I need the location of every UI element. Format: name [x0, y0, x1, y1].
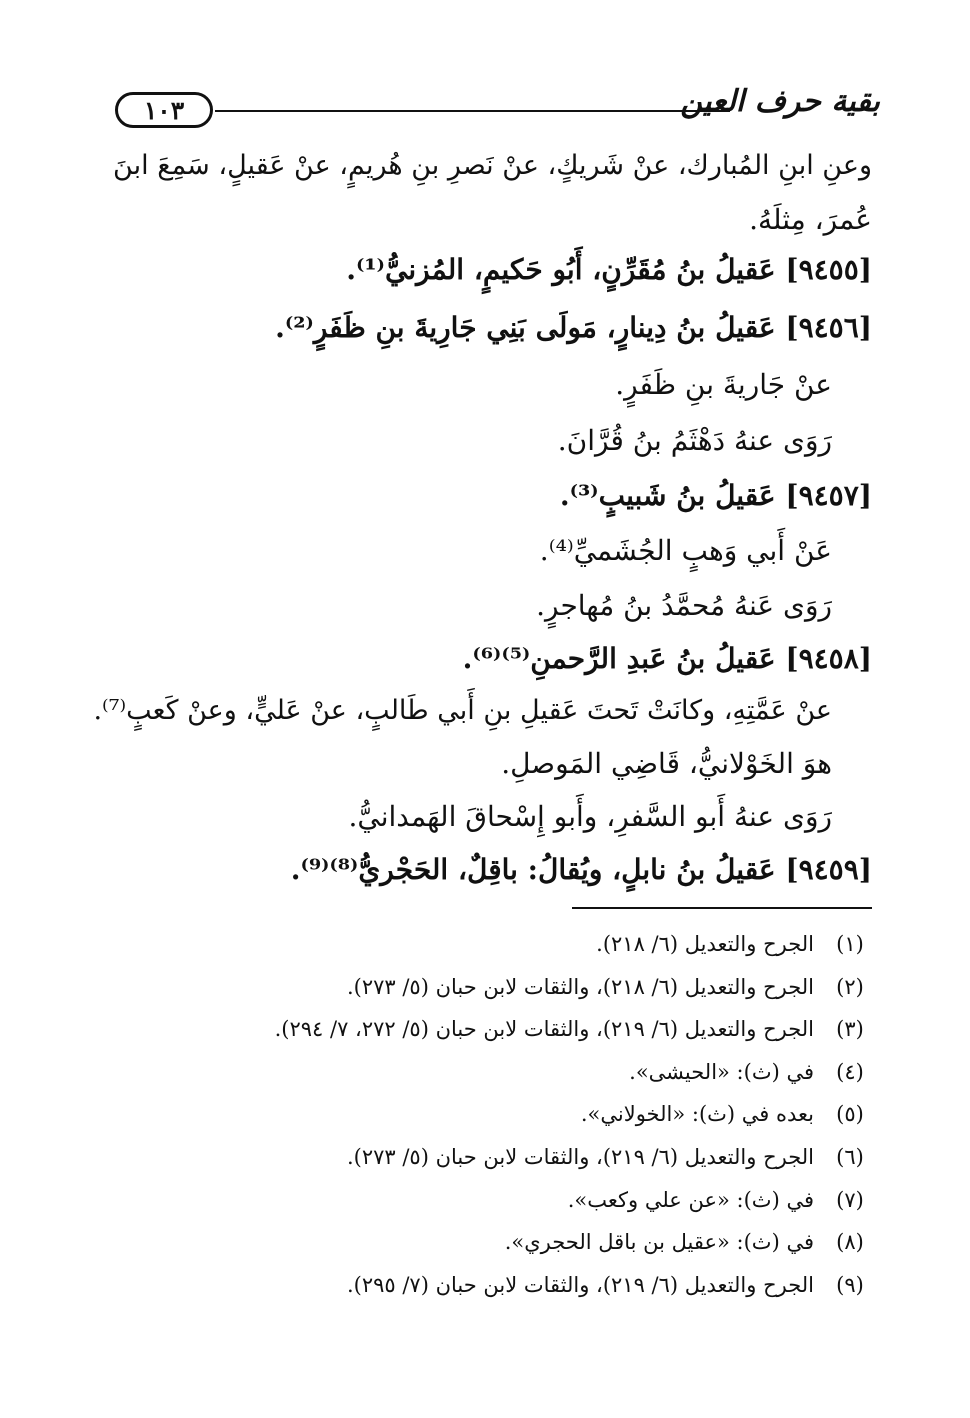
entry-9458: [٩٤٥٨] عَقيلُ بنُ عَبدِ الرَّحمنِ⁽⁵⁾⁽⁶⁾.	[462, 642, 872, 675]
entry-9456-from: عنْ جَاريةَ بنِ ظَفَرٍ.	[615, 368, 832, 401]
footnote-number: (٧)	[836, 1187, 864, 1212]
footnote-8	[92, 1230, 872, 1273]
footnote-text: بعده في (ث): «الخولاني».	[580, 1102, 814, 1127]
footnote-text: الجرح والتعديل (٦/ ٢١٨).	[596, 932, 814, 956]
body-line-1: وعنِ ابنِ المُبارك، عنْ شَريكٍ، عنْ نَصرِ بنِ هُريمٍ، عنْ عَقيلٍ، سَمِعَ ابنَ	[113, 150, 872, 181]
footnote-text: الجرح والتعديل (٦/ ٢١٨)، والثقات لابن حبان (٥/ ٢٧٣).	[346, 974, 814, 999]
footnote-number: (٨)	[836, 1230, 864, 1255]
footnote-number: (٩)	[836, 1272, 864, 1297]
footnote-number: (٤)	[836, 1059, 864, 1084]
entry-9459: [٩٤٥٩] عَقيلُ بنُ نابلٍ، ويُقالُ: باقِلٌ، الحَجْريُّ⁽⁸⁾⁽⁹⁾.	[290, 853, 872, 886]
footnote-1	[92, 932, 872, 975]
page-header	[115, 84, 880, 134]
body-line-2: عُمرَ، مِثلَهُ.	[749, 203, 872, 236]
footnote-text: في (ث): «عن علي وكعب».	[567, 1187, 814, 1212]
footnote-number: (٦)	[836, 1144, 864, 1169]
entry-9457-from: عَنْ أَبي وَهبٍ الجُشَميِّ⁽⁴⁾.	[539, 534, 832, 567]
footnote-9	[92, 1273, 872, 1316]
page-number: ١٠٣	[115, 92, 213, 128]
entry-9458-identity: هوَ الخَوْلانيُّ، قَاضِي المَوصلِ.	[501, 747, 832, 780]
footnote-number: (١)	[836, 932, 864, 956]
entry-9458-from: عنْ عَمَّتِهِ، وكانَتْ تَحتَ عَقيلِ بنِ أَبي طَالبٍ، عنْ عَليٍّ، وعنْ كَعبٍ⁽⁷⁾.	[93, 695, 832, 726]
footnote-6	[92, 1145, 872, 1188]
entry-9456-narrator: رَوَى عنهُ دَهْثَمُ بنُ قُرَّانَ.	[557, 424, 832, 457]
entry-9458-narrators: رَوَى عنهُ أَبو السَّفرِ، وأَبو إِسْحاقَ الهَمدانيُّ.	[348, 800, 832, 833]
entry-9457-narrator: رَوَى عَنهُ مُحمَّدُ بنُ مُهاجرٍ.	[536, 589, 832, 622]
footnotes	[92, 932, 872, 1315]
footnote-text: الجرح والتعديل (٦/ ٢١٩)، والثقات لابن حبان (٥/ ٢٧٣).	[346, 1144, 814, 1169]
footnote-5	[92, 1102, 872, 1145]
footnote-number: (٢)	[836, 974, 864, 999]
footnote-text: في (ث): «عقيل بن باقل الحجري».	[504, 1230, 814, 1255]
footnote-text: الجرح والتعديل (٦/ ٢١٩)، والثقات لابن حبان (٥/ ٢٧٢، ٧/ ٢٩٤).	[274, 1017, 814, 1042]
footnote-number: (٥)	[836, 1102, 864, 1127]
footnote-4	[92, 1060, 872, 1103]
entry-9456: [٩٤٥٦] عَقيلُ بنُ دِينارٍ، مَولَى بَنِي جَارِيةَ بنِ ظَفَرٍ⁽²⁾.	[275, 311, 872, 344]
footnote-text: الجرح والتعديل (٦/ ٢١٩)، والثقات لابن حبان (٧/ ٢٩٥).	[346, 1272, 814, 1297]
header-rule	[215, 110, 730, 112]
footnote-3	[92, 1017, 872, 1060]
footnote-separator	[572, 907, 872, 909]
footnote-text: في (ث): «الحيشى».	[629, 1059, 814, 1084]
running-head: بقية حرف العين	[680, 84, 880, 119]
footnote-2	[92, 975, 872, 1018]
entry-9457: [٩٤٥٧] عَقيلُ بنُ شَبيبٍ⁽³⁾.	[559, 479, 872, 512]
entry-9455: [٩٤٥٥] عَقيلُ بنُ مُقَرِّنٍ، أَبُو حَكيمٍ، المُزنيُّ⁽¹⁾.	[346, 253, 872, 286]
footnote-number: (٣)	[836, 1017, 864, 1042]
footnote-7	[92, 1188, 872, 1231]
